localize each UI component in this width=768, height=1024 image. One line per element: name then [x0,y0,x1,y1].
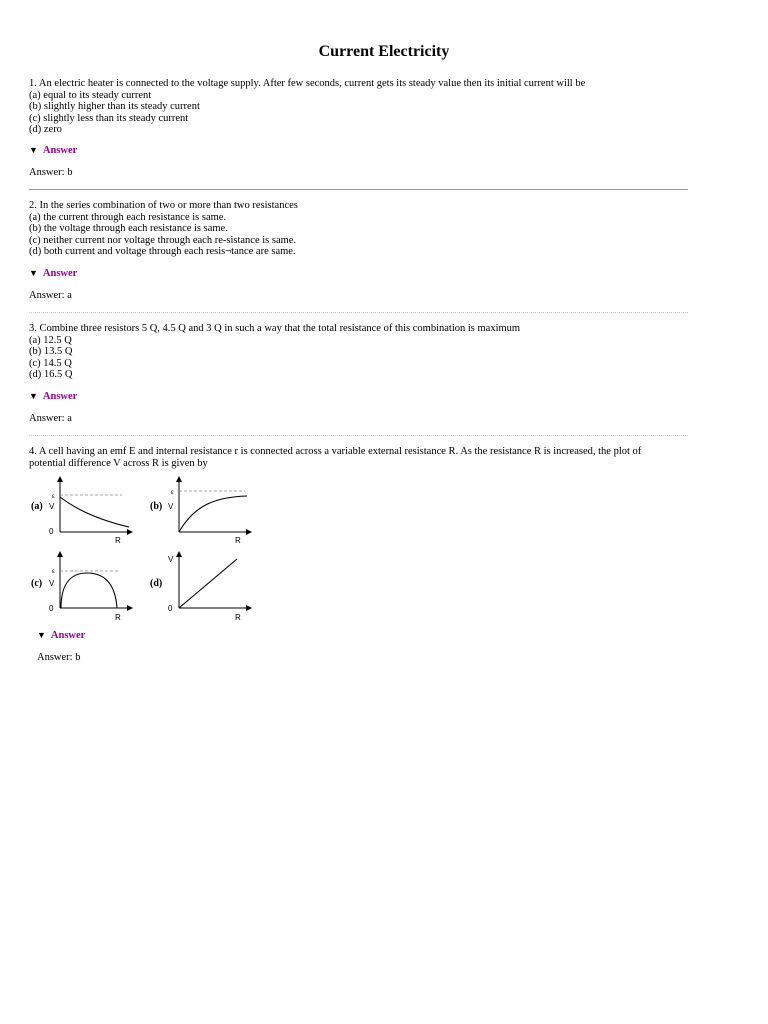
option-c: (c) 14.5 Q [29,357,72,369]
curve [61,573,117,608]
straight-line [179,559,237,608]
answer-toggle-3[interactable] [29,391,77,403]
graph-label: (a) [31,501,43,512]
answer-toggle-label: Answer [42,145,78,156]
origin-label: 0 [49,604,54,613]
x-axis-label: R [235,536,241,545]
emf-label: ε [171,490,174,496]
x-axis-label: R [115,536,121,545]
graph-d [150,552,251,622]
question-text: 2. In the series combination of two or more than two resistances [29,200,298,211]
divider [29,312,688,313]
option-b: (b) 13.5 Q [29,346,73,358]
graph-a [31,477,132,545]
option-c: (c) slightly less than its steady current [29,112,189,124]
answer-toggle-label: Answer [42,268,78,279]
graph-label: (d) [150,578,163,589]
option-d: (d) both current and voltage through each resis¬tance are same. [29,246,296,258]
answer-text-3: Answer: a [29,413,72,424]
triangle-down-icon: ▼ [29,391,38,401]
question-text-continued: potential difference V across R is given by [29,457,208,469]
option-graphs [29,474,269,626]
page-title: Current Electricity [318,43,450,60]
x-axis-label: R [115,613,121,622]
answer-text-4: Answer: b [37,652,81,663]
answer-toggle-4[interactable] [37,630,85,642]
option-d: (d) 16.5 Q [29,369,73,381]
emf-label: ε [52,494,55,500]
y-axis-label: V [49,502,55,511]
option-a: (a) the current through each resistance is same. [29,211,227,223]
option-b: (b) slightly higher than its steady current [29,101,200,113]
graph-b [150,477,251,545]
question-text: 3. Combine three resistors 5 Q, 4.5 Q and 3 Q in such a way that the total resistance of this combination is maximum [29,323,521,334]
origin-label: 0 [168,604,173,613]
origin-label: 0 [49,527,54,536]
answer-text-1: Answer: b [29,167,73,178]
question-text: 1. An electric heater is connected to the voltage supply. After few seconds, current gets its steady value then its initial current will be [29,78,586,89]
question-2 [29,200,679,258]
question-text: 4. A cell having an emf E and internal resistance r is connected across a variable external resistance R. As the resistance R is increased, the plot of [29,446,642,457]
option-a: (a) equal to its steady current [29,89,152,101]
option-c: (c) neither current nor voltage through each re-sistance is same. [29,234,297,246]
curve [60,497,129,527]
triangle-down-icon: ▼ [29,145,38,155]
graph-label: (b) [150,501,163,512]
answer-toggle-label: Answer [50,630,86,641]
y-axis-label: V [168,502,174,511]
question-3 [29,323,679,381]
option-a: (a) 12.5 Q [29,334,72,346]
graph-label: (c) [31,578,43,589]
answer-toggle-1[interactable] [29,145,77,157]
divider [29,189,688,190]
curve [179,496,247,532]
option-b: (b) the voltage through each resistance is same. [29,223,228,235]
graph-c [31,552,132,622]
question-1 [29,78,679,136]
y-axis-label: V [49,579,55,588]
triangle-down-icon: ▼ [29,268,38,278]
x-axis-label: R [235,613,241,622]
option-d: (d) zero [29,124,62,136]
answer-text-2: Answer: a [29,290,72,301]
question-4 [29,446,689,469]
graphs-figure [29,474,269,626]
y-axis-label: V [168,555,174,564]
answer-toggle-label: Answer [42,391,78,402]
triangle-down-icon: ▼ [37,630,46,640]
emf-label: ε [52,569,55,575]
divider [29,435,688,436]
answer-toggle-2[interactable] [29,268,77,280]
